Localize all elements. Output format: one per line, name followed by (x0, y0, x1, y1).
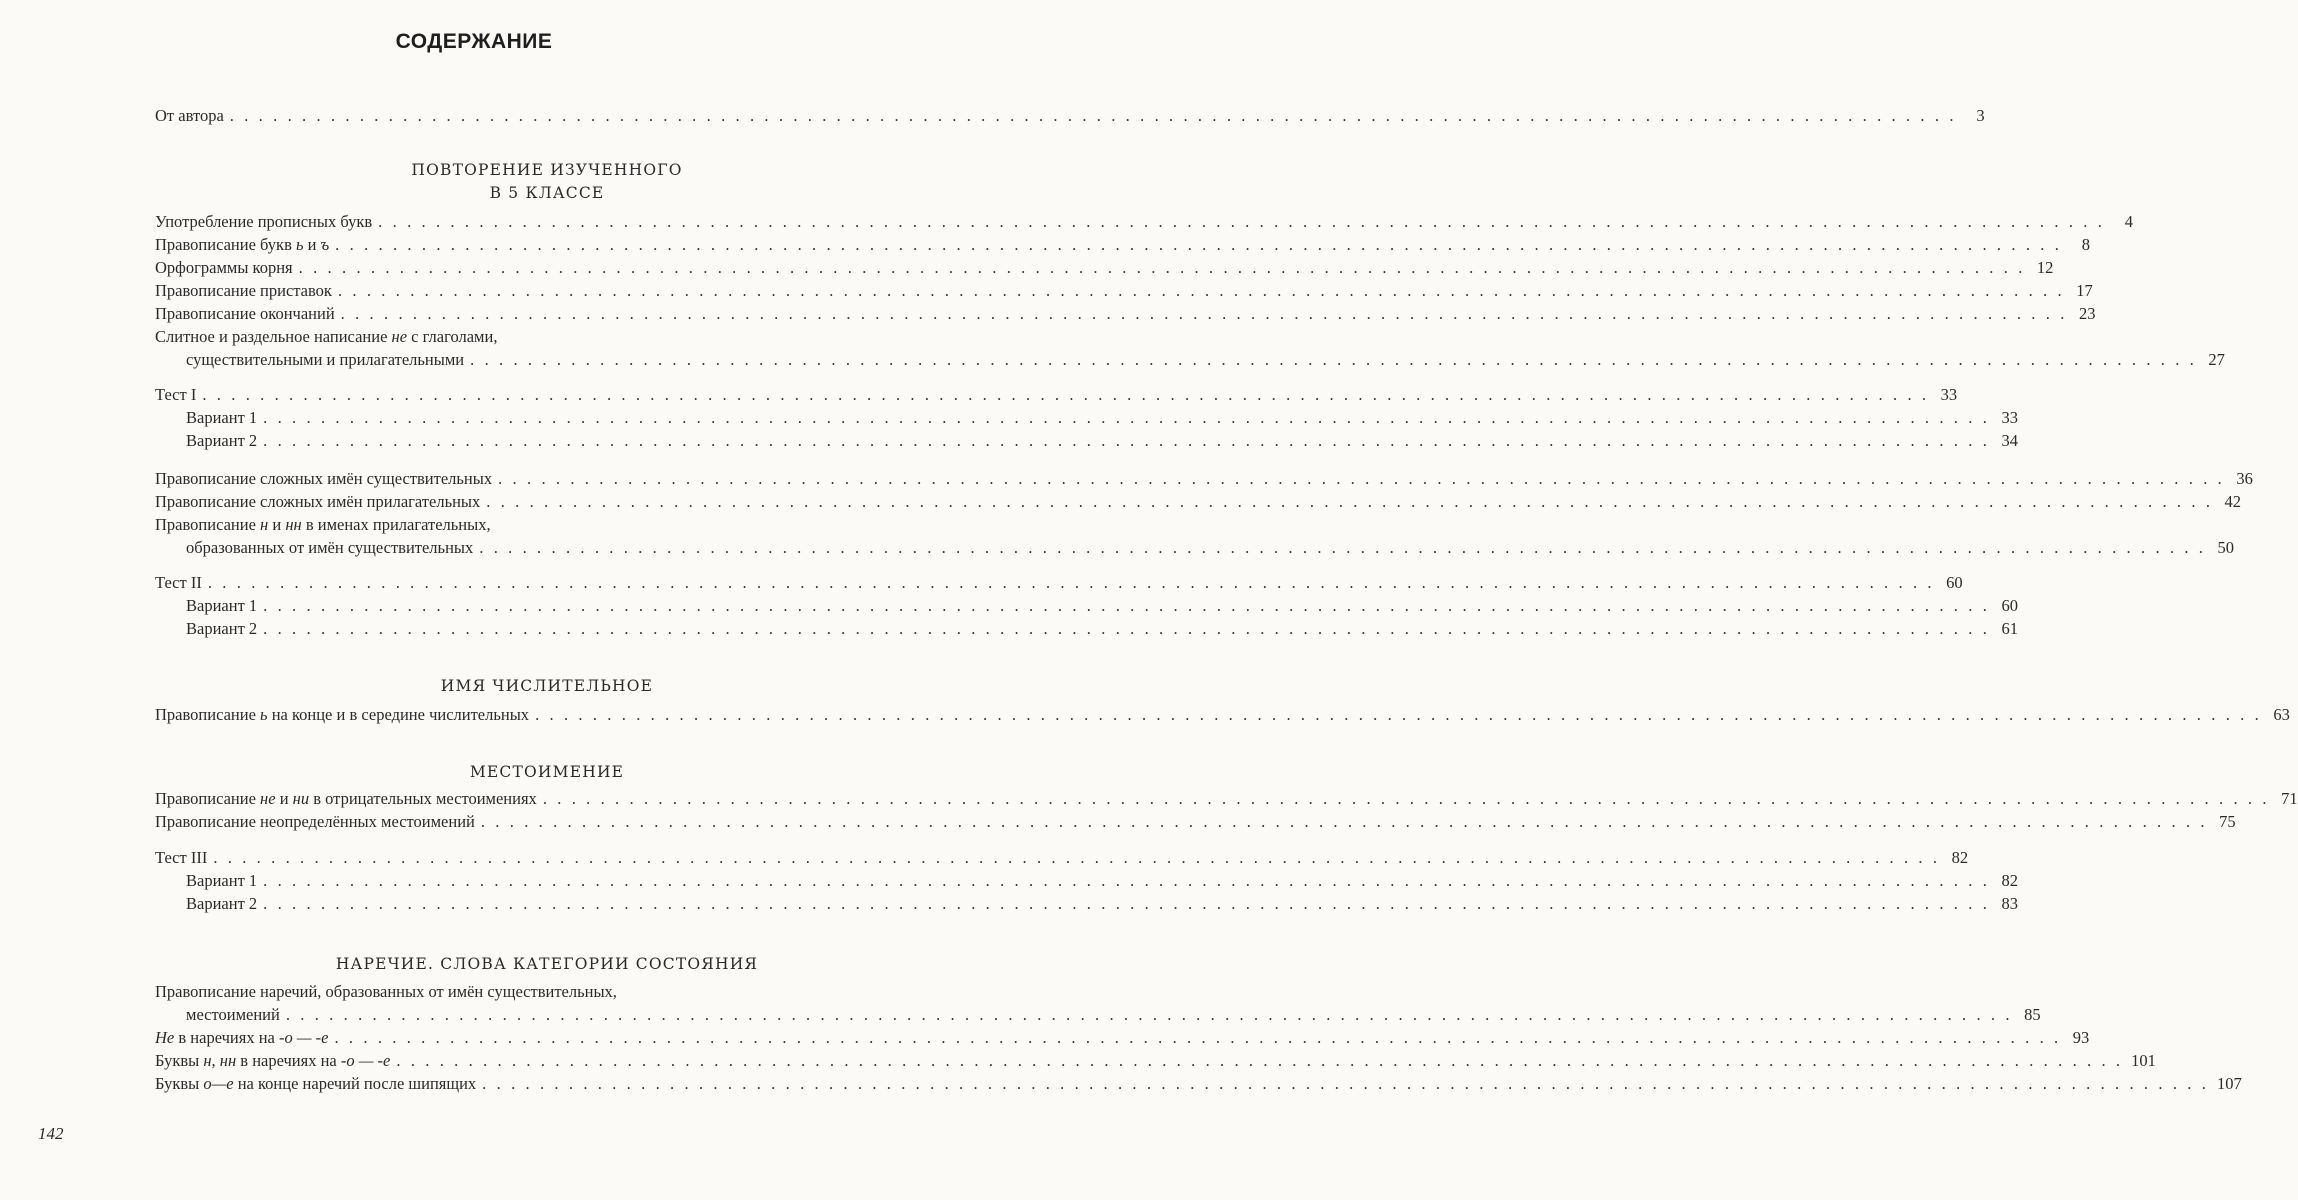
toc-entry[interactable] (155, 571, 1963, 594)
toc-entry[interactable] (155, 810, 2236, 833)
section-heading-line: В 5 КЛАССЕ (489, 184, 605, 202)
italic-text: о—е (203, 1074, 234, 1093)
toc-entry[interactable] (186, 1003, 2041, 1026)
toc-entry-title (186, 348, 464, 371)
italic-text: -о — -е (278, 1028, 329, 1047)
dot-leader: . . . . . . . . . . . . . . . . . . . . . . . . . . . . . . . . . . . . . . . . . . . . . . . . . . . . . . . . . . . . . . . . . . . . . . . . . . . . . . . . . . . . . . . . . . . . . . . . . . . . . . . . . . . . . . . . . . . . . . . . (207, 573, 1935, 592)
toc-entry-title (155, 846, 207, 869)
text: Правописание приставок (155, 281, 332, 300)
dot-leader: . . . . . . . . . . . . . . . . . . . . . . . . . . . . . . . . . . . . . . . . . . . . . . . . . . . . . . . . . . . . . . . . . . . . . . . . . . . . . . . . . . . . . . . . . . . . . . . . . . . . . . . . . . . . . . . . . . . . . . . . (535, 705, 2262, 724)
toc-entry[interactable] (186, 429, 2018, 452)
toc-entry[interactable] (155, 279, 2093, 302)
toc-entry[interactable] (155, 302, 2096, 325)
toc-entry-title (155, 490, 480, 513)
toc-entry[interactable] (155, 104, 1985, 127)
section-heading-line: МЕСТОИМЕНИЕ (469, 763, 625, 781)
text: Вариант 2 (186, 431, 258, 450)
section-heading (200, 159, 894, 205)
italic-text: ъ (320, 235, 330, 254)
text: Орфограммы корня (155, 258, 293, 277)
dot-leader: . . . . . . . . . . . . . . . . . . . . . . . . . . . . . . . . . . . . . . . . . . . . . . . . . . . . . . . . . . . . . . . . . . . . . . . . . . . . . . . . . . . . . . . . . . . . . . . . . . . . . . . . . . . . . . . . . . . . . . . . (486, 492, 2214, 511)
dot-leader: . . . . . . . . . . . . . . . . . . . . . . . . . . . . . . . . . . . . . . . . . . . . . . . . . . . . . . . . . . . . . . . . . . . . . . . . . . . . . . . . . . . . . . . . . . . . . . . . . . . . . . . . . . . . . . . . . . . . . . . . (479, 538, 2207, 557)
toc-entry[interactable] (155, 383, 1958, 406)
dot-leader: . . . . . . . . . . . . . . . . . . . . . . . . . . . . . . . . . . . . . . . . . . . . . . . . . . . . . . . . . . . . . . . . . . . . . . . . . . . . . . . . . . . . . . . . . . . . . . . . . . . . . . . . . . . . . . . . . . . . . . . . (263, 596, 1990, 615)
toc-page-number: 42 (2224, 492, 2242, 511)
section-heading (200, 675, 894, 698)
toc-page-number: 60 (1946, 573, 1963, 592)
text: и (268, 515, 286, 534)
italic-text: ь (260, 705, 268, 724)
dot-leader: . . . . . . . . . . . . . . . . . . . . . . . . . . . . . . . . . . . . . . . . . . . . . . . . . . . . . . . . . . . . . . . . . . . . . . . . . . . . . . . . . . . . . . . . . . . . . . . . . . . . . . . . . . . . . . . . . . . . . . . . (480, 812, 2208, 831)
toc-entry-title (186, 617, 257, 640)
toc-page-number: 4 (2124, 212, 2133, 231)
toc-page-number: 93 (2072, 1028, 2090, 1047)
toc-entry[interactable] (186, 869, 2018, 892)
section-heading-line: ИМЯ ЧИСЛИТЕЛЬНОЕ (440, 677, 654, 695)
text: местоимений (186, 1005, 280, 1024)
toc-entry-title (155, 383, 196, 406)
toc-entry-line[interactable] (155, 325, 881, 348)
dot-leader: . . . . . . . . . . . . . . . . . . . . . . . . . . . . . . . . . . . . . . . . . . . . . . . . . . . . . . . . . . . . . . . . . . . . . . . . . . . . . . . . . . . . . . . . . . . . . . . . . . . . . . . . . . . . . . . . . . . . . . . . (285, 1005, 2013, 1024)
text: Вариант 1 (186, 408, 258, 427)
page-number: 142 (38, 1124, 64, 1143)
text: в именах прилагательных, (301, 515, 491, 534)
toc-entry-title (186, 536, 473, 559)
dot-leader: . . . . . . . . . . . . . . . . . . . . . . . . . . . . . . . . . . . . . . . . . . . . . . . . . . . . . . . . . . . . . . . . . . . . . . . . . . . . . . . . . . . . . . . . . . . . . . . . . . . . . . . . . . . . . . . . . . . . . . . . (263, 871, 1990, 890)
text: Правописание наречий, образованных от имён существительных, (155, 982, 617, 1001)
text: в наречиях на (236, 1051, 341, 1070)
dot-leader: . . . . . . . . . . . . . . . . . . . . . . . . . . . . . . . . . . . . . . . . . . . . . . . . . . . . . . . . . . . . . . . . . . . . . . . . . . . . . . . . . . . . . . . . . . . . . . . . . . . . . . . . . . . . . . . . . . . . . . . . (378, 212, 2105, 231)
text: Вариант 1 (186, 596, 258, 615)
toc-entry[interactable] (186, 406, 2018, 429)
toc-page-number: 33 (1940, 385, 1958, 404)
dot-leader: . . . . . . . . . . . . . . . . . . . . . . . . . . . . . . . . . . . . . . . . . . . . . . . . . . . . . . . . . . . . . . . . . . . . . . . . . . . . . . . . . . . . . . . . . . . . . . . . . . . . . . . . . . . . . . . . . . . . . . . . (542, 789, 2270, 808)
toc-entry-title (155, 302, 335, 325)
dot-leader: . . . . . . . . . . . . . . . . . . . . . . . . . . . . . . . . . . . . . . . . . . . . . . . . . . . . . . . . . . . . . . . . . . . . . . . . . . . . . . . . . . . . . . . . . . . . . . . . . . . . . . . . . . . . . . . . . . . . . . . . (482, 1074, 2209, 1093)
toc-page-number: 61 (2001, 619, 2018, 638)
toc-entry-title (155, 279, 332, 302)
toc-entry-title (186, 892, 257, 915)
toc-entry-title (155, 810, 475, 833)
toc-entry-title (155, 571, 202, 594)
dot-leader: . . . . . . . . . . . . . . . . . . . . . . . . . . . . . . . . . . . . . . . . . . . . . . . . . . . . . . . . . . . . . . . . . . . . . . . . . . . . . . . . . . . . . . . . . . . . . . . . . . . . . . . . . . . . . . . . . . . . . . . . (334, 1028, 2062, 1047)
toc-entry-title (155, 325, 497, 348)
toc-entry[interactable] (155, 1049, 2156, 1072)
text: Вариант 1 (186, 871, 258, 890)
text: на конце наречий после шипящих (233, 1074, 477, 1093)
toc-entry[interactable] (155, 787, 2298, 810)
toc-entry-line[interactable] (155, 980, 881, 1003)
text: Правописание (155, 789, 261, 808)
toc-page-number: 82 (1951, 848, 1969, 867)
section-heading-line: НАРЕЧИЕ. СЛОВА КАТЕГОРИИ СОСТОЯНИЯ (335, 955, 759, 973)
toc-entry[interactable] (155, 490, 2242, 513)
dot-leader: . . . . . . . . . . . . . . . . . . . . . . . . . . . . . . . . . . . . . . . . . . . . . . . . . . . . . . . . . . . . . . . . . . . . . . . . . . . . . . . . . . . . . . . . . . . . . . . . . . . . . . . . . . . . . . . . . . . . . . . . (396, 1051, 2124, 1070)
text: с глаголами, (407, 327, 498, 346)
toc-entry-line[interactable] (155, 513, 881, 536)
italic-text: не (260, 789, 276, 808)
toc-page-number: 85 (2024, 1005, 2041, 1024)
italic-text: нн (285, 515, 302, 534)
italic-text: нн (219, 1051, 237, 1070)
dot-leader: . . . . . . . . . . . . . . . . . . . . . . . . . . . . . . . . . . . . . . . . . . . . . . . . . . . . . . . . . . . . . . . . . . . . . . . . . . . . . . . . . . . . . . . . . . . . . . . . . . . . . . . . . . . . . . . . . . . . . . . . (498, 469, 2225, 488)
toc-page-number: 27 (2208, 350, 2225, 369)
text: , (211, 1051, 220, 1070)
toc-page-number: 33 (2001, 408, 2018, 427)
italic-text: н (260, 515, 269, 534)
toc-page-number: 23 (2078, 304, 2096, 323)
toc-page-number: 101 (2131, 1051, 2156, 1070)
toc-entry-title (155, 256, 293, 279)
dot-leader: . . . . . . . . . . . . . . . . . . . . . . . . . . . . . . . . . . . . . . . . . . . . . . . . . . . . . . . . . . . . . . . . . . . . . . . . . . . . . . . . . . . . . . . . . . . . . . . . . . . . . . . . . . . . . . . . . . . . . . . . (229, 106, 1957, 125)
text: Буквы (155, 1074, 204, 1093)
dot-leader: . . . . . . . . . . . . . . . . . . . . . . . . . . . . . . . . . . . . . . . . . . . . . . . . . . . . . . . . . . . . . . . . . . . . . . . . . . . . . . . . . . . . . . . . . . . . . . . . . . . . . . . . . . . . . . . . . . . . . . . . (298, 258, 2026, 277)
dot-leader: . . . . . . . . . . . . . . . . . . . . . . . . . . . . . . . . . . . . . . . . . . . . . . . . . . . . . . . . . . . . . . . . . . . . . . . . . . . . . . . . . . . . . . . . . . . . . . . . . . . . . . . . . . . . . . . . . . . . . . . . (263, 431, 1990, 450)
dot-leader: . . . . . . . . . . . . . . . . . . . . . . . . . . . . . . . . . . . . . . . . . . . . . . . . . . . . . . . . . . . . . . . . . . . . . . . . . . . . . . . . . . . . . . . . . . . . . . . . . . . . . . . . . . . . . . . . . . . . . . . . (263, 408, 1990, 427)
toc-entry-title (155, 233, 329, 256)
text: существительными и прилагательными (186, 350, 465, 369)
page-title: СОДЕРЖАНИЕ (395, 30, 553, 53)
toc-entry-title (186, 1003, 280, 1026)
italic-text: ни (292, 789, 310, 808)
italic-text: Не (155, 1028, 175, 1047)
dot-leader: . . . . . . . . . . . . . . . . . . . . . . . . . . . . . . . . . . . . . . . . . . . . . . . . . . . . . . . . . . . . . . . . . . . . . . . . . . . . . . . . . . . . . . . . . . . . . . . . . . . . . . . . . . . . . . . . . . . . . . . . (335, 235, 2062, 254)
text: Правописание неопределённых местоимений (155, 812, 475, 831)
toc-entry[interactable] (155, 703, 2290, 726)
dot-leader: . . . . . . . . . . . . . . . . . . . . . . . . . . . . . . . . . . . . . . . . . . . . . . . . . . . . . . . . . . . . . . . . . . . . . . . . . . . . . . . . . . . . . . . . . . . . . . . . . . . . . . . . . . . . . . . . . . . . . . . . (263, 619, 1990, 638)
text: и (303, 235, 321, 254)
toc-entry[interactable] (186, 594, 2018, 617)
toc-entry-title (155, 787, 537, 810)
toc-entry[interactable] (155, 256, 2054, 279)
toc-entry[interactable] (155, 467, 2253, 490)
toc-entry[interactable] (186, 892, 2018, 915)
text: Употребление прописных букв (155, 212, 373, 231)
toc-entry[interactable] (155, 233, 2090, 256)
section-heading (200, 953, 894, 976)
text: Тест II (155, 573, 202, 592)
dot-leader: . . . . . . . . . . . . . . . . . . . . . . . . . . . . . . . . . . . . . . . . . . . . . . . . . . . . . . . . . . . . . . . . . . . . . . . . . . . . . . . . . . . . . . . . . . . . . . . . . . . . . . . . . . . . . . . . . . . . . . . . (337, 281, 2065, 300)
toc-entry-title (186, 594, 257, 617)
toc-entry[interactable] (155, 1072, 2242, 1095)
toc-page-number: 36 (2236, 469, 2253, 488)
toc-page-number: 50 (2217, 538, 2235, 557)
dot-leader: . . . . . . . . . . . . . . . . . . . . . . . . . . . . . . . . . . . . . . . . . . . . . . . . . . . . . . . . . . . . . . . . . . . . . . . . . . . . . . . . . . . . . . . . . . . . . . . . . . . . . . . . . . . . . . . . . . . . . . . . (263, 894, 1990, 913)
text: Вариант 2 (186, 894, 258, 913)
section-heading (200, 761, 894, 784)
toc-page-number: 83 (2001, 894, 2018, 913)
toc-page-number: 107 (2216, 1074, 2242, 1093)
toc-entry-title (155, 513, 491, 536)
toc-entry-title (155, 1072, 476, 1095)
toc-entry-title (155, 210, 372, 233)
text: Правописание окончаний (155, 304, 335, 323)
toc-page-number: 3 (1976, 106, 1985, 125)
toc-entry[interactable] (186, 617, 2018, 640)
toc-page-number: 82 (2001, 871, 2018, 890)
text: Правописание сложных имён существительных (155, 469, 493, 488)
toc-page-number: 63 (2273, 705, 2290, 724)
dot-leader: . . . . . . . . . . . . . . . . . . . . . . . . . . . . . . . . . . . . . . . . . . . . . . . . . . . . . . . . . . . . . . . . . . . . . . . . . . . . . . . . . . . . . . . . . . . . . . . . . . . . . . . . . . . . . . . . . . . . . . . . (213, 848, 1941, 867)
toc-entry[interactable] (155, 210, 2133, 233)
text: на конце и в середине числительных (267, 705, 530, 724)
text: Правописание (155, 515, 261, 534)
toc-page-number: 17 (2076, 281, 2093, 300)
text: Тест III (155, 848, 208, 867)
italic-text: ь (295, 235, 304, 254)
toc-entry-title (155, 703, 529, 726)
toc-page-number: 34 (2001, 431, 2018, 450)
toc-page-number: 12 (2036, 258, 2054, 277)
text: Буквы (155, 1051, 204, 1070)
dot-leader: . . . . . . . . . . . . . . . . . . . . . . . . . . . . . . . . . . . . . . . . . . . . . . . . . . . . . . . . . . . . . . . . . . . . . . . . . . . . . . . . . . . . . . . . . . . . . . . . . . . . . . . . . . . . . . . . . . . . . . . . (340, 304, 2068, 323)
toc-entry[interactable] (155, 1026, 2090, 1049)
text: в наречиях на (174, 1028, 279, 1047)
text: Тест I (155, 385, 197, 404)
text: Правописание сложных имён прилагательных (155, 492, 481, 511)
section-heading-line: ПОВТОРЕНИЕ ИЗУЧЕННОГО (411, 161, 683, 179)
text: Правописание (155, 705, 261, 724)
toc-entry-title (186, 869, 257, 892)
toc-entry-title (155, 1026, 328, 1049)
dot-leader: . . . . . . . . . . . . . . . . . . . . . . . . . . . . . . . . . . . . . . . . . . . . . . . . . . . . . . . . . . . . . . . . . . . . . . . . . . . . . . . . . . . . . . . . . . . . . . . . . . . . . . . . . . . . . . . . . . . . . . . . (202, 385, 1930, 404)
toc-page-number: 60 (2001, 596, 2018, 615)
italic-text: не (391, 327, 408, 346)
toc-page-number: 71 (2281, 789, 2298, 808)
text: От автора (155, 106, 224, 125)
toc-entry-title (155, 980, 617, 1003)
toc-page-number: 8 (2081, 235, 2090, 254)
text: в отрицательных местоимениях (309, 789, 537, 808)
text: Правописание букв (155, 235, 296, 254)
italic-text: н (203, 1051, 212, 1070)
toc-entry[interactable] (186, 348, 2225, 371)
dot-leader: . . . . . . . . . . . . . . . . . . . . . . . . . . . . . . . . . . . . . . . . . . . . . . . . . . . . . . . . . . . . . . . . . . . . . . . . . . . . . . . . . . . . . . . . . . . . . . . . . . . . . . . . . . . . . . . . . . . . . . . . (470, 350, 2197, 369)
text: Вариант 2 (186, 619, 258, 638)
italic-text: -о — -е (340, 1051, 391, 1070)
toc-entry-title (155, 1049, 390, 1072)
toc-entry[interactable] (186, 536, 2235, 559)
toc-entry-title (186, 429, 257, 452)
toc-entry-title (155, 104, 224, 127)
toc-entry[interactable] (155, 846, 1969, 869)
text: Слитное и раздельное написание (155, 327, 392, 346)
text: и (275, 789, 293, 808)
toc-entry-title (155, 467, 492, 490)
toc-page-number: 75 (2219, 812, 2236, 831)
toc-entry-title (186, 406, 257, 429)
text: образованных от имён существительных (186, 538, 474, 557)
